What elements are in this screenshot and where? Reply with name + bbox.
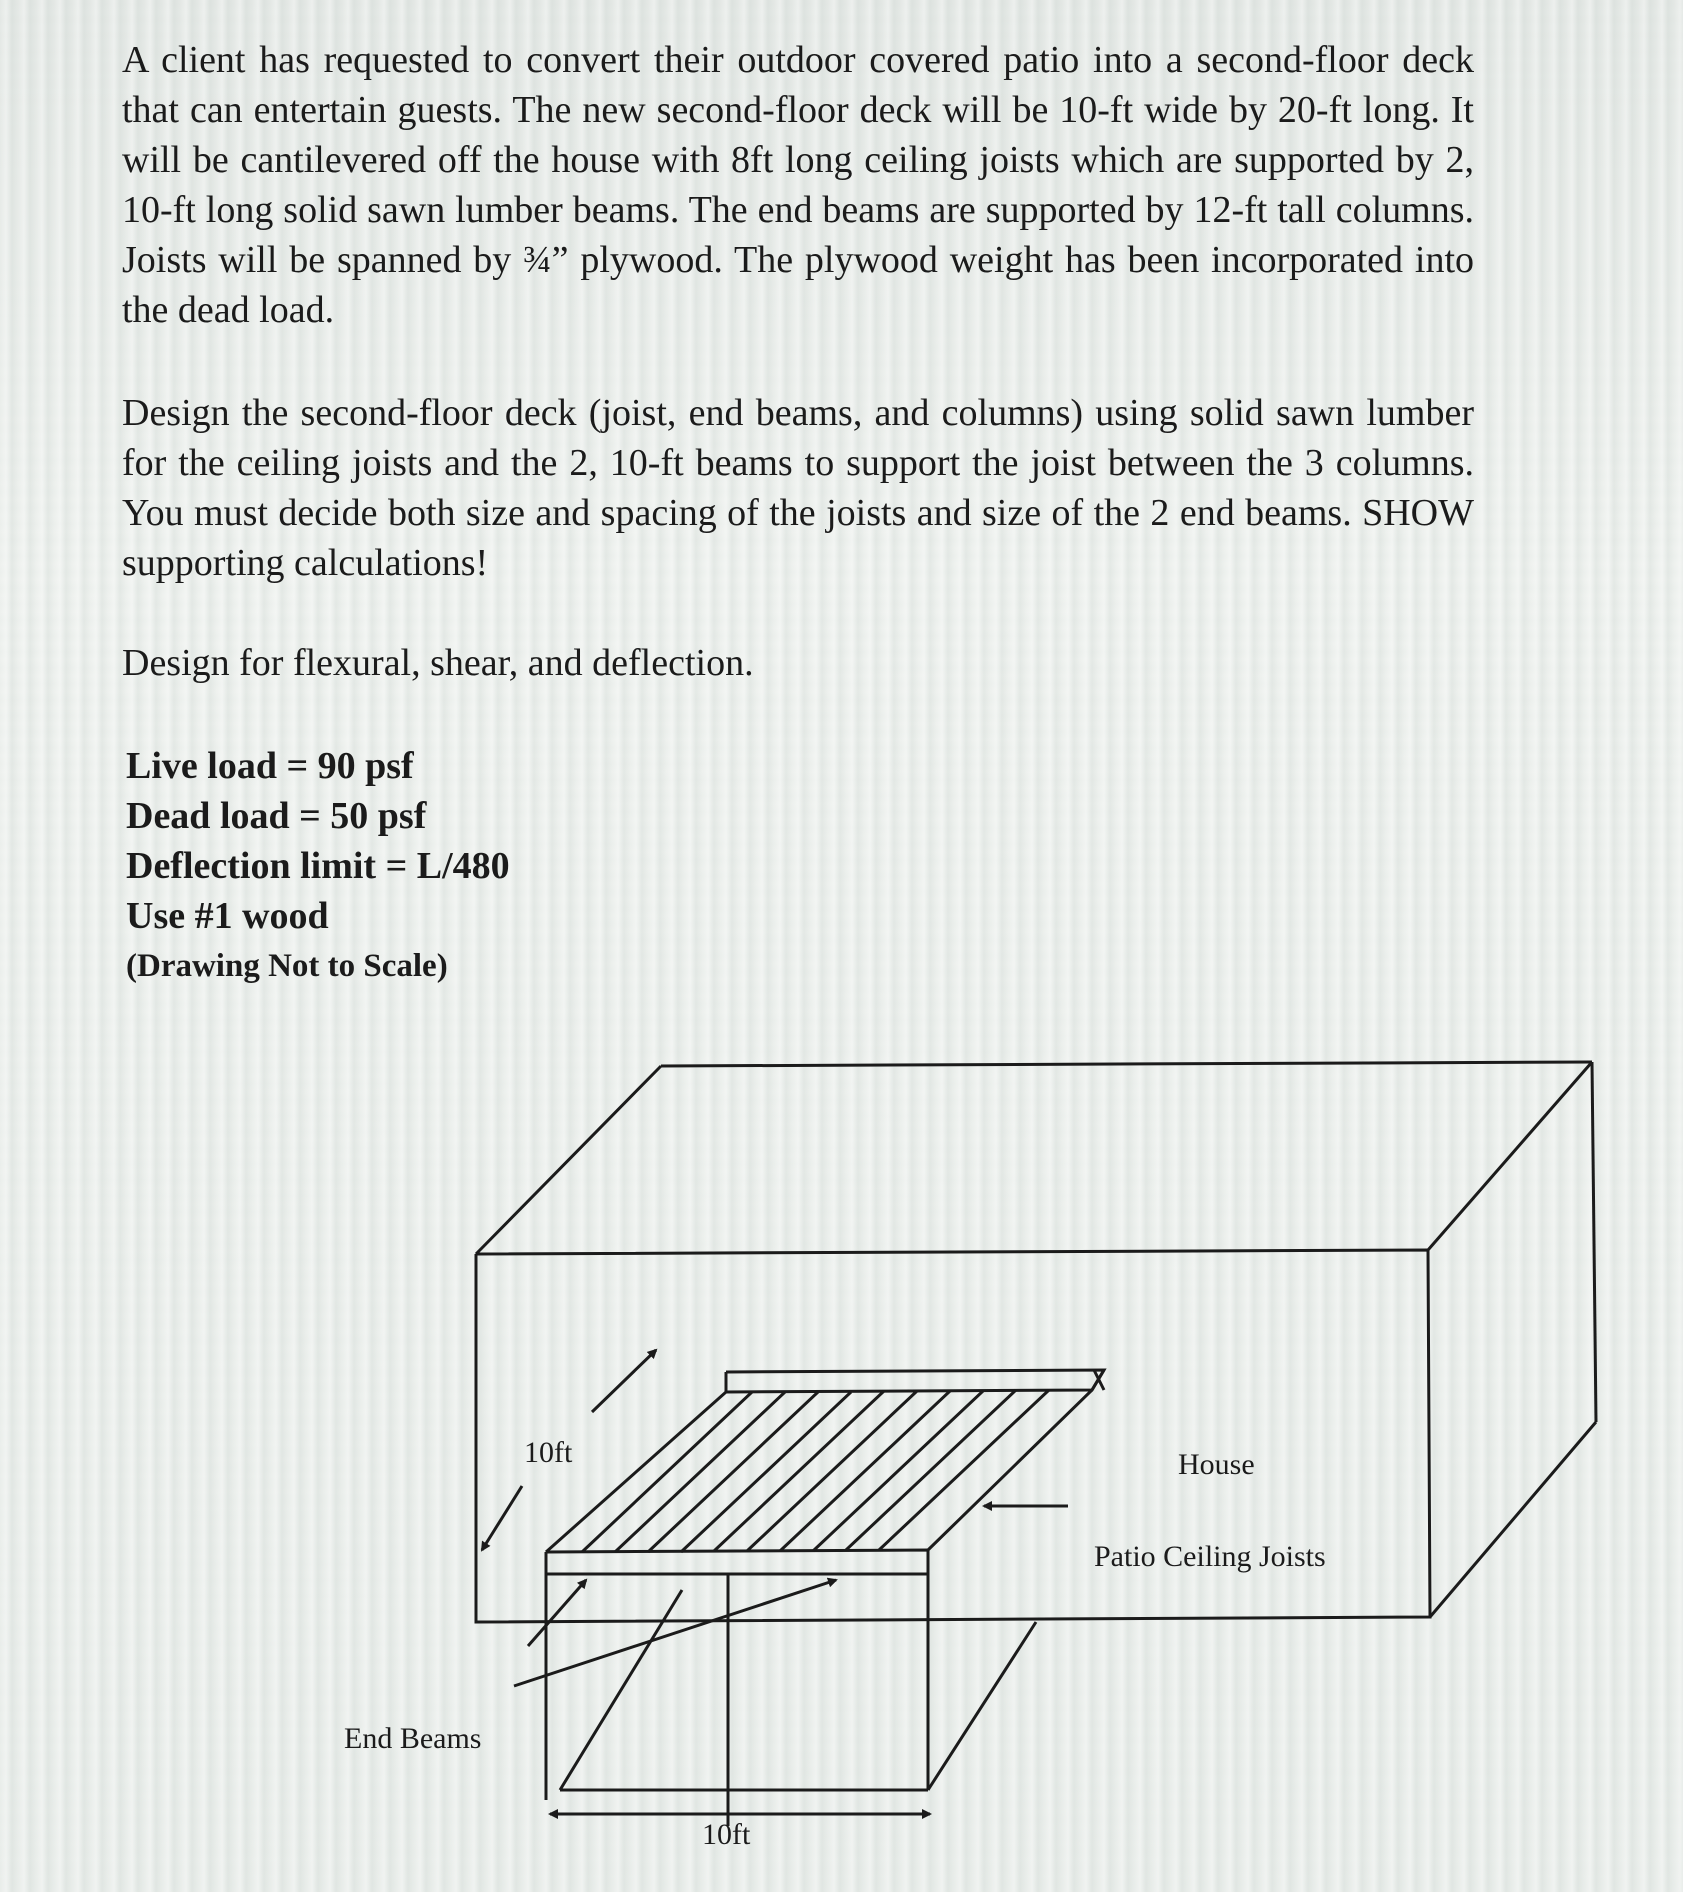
- problem-paragraph-design: Design the second-floor deck (joist, end beams, and columns) using solid sawn lumber for the ceiling joists and the 2, 10-ft beams to support the joist between the 3 columns. You must decide both size and spacing of the joists and size of the 2 end beams. SHOW supporting calculations!: [122, 392, 1474, 584]
- columns: [546, 1574, 1036, 1800]
- end-beams-label: End Beams: [344, 1722, 482, 1755]
- house-label: House: [1178, 1448, 1255, 1481]
- dim-length-label: 10ft: [702, 1818, 751, 1851]
- joist-header: [726, 1370, 1104, 1392]
- house-box: [476, 1062, 1596, 1622]
- spec-drawing-note: (Drawing Not to Scale): [126, 948, 448, 984]
- spec-dead-load: Dead load = 50 psf: [126, 795, 427, 837]
- problem-paragraph-criteria: Design for flexural, shear, and deflection.: [122, 642, 754, 684]
- spec-deflection-limit: Deflection limit = L/480: [126, 845, 510, 887]
- joists-label: Patio Ceiling Joists: [1094, 1540, 1326, 1573]
- problem-paragraph-intro: A client has requested to convert their outdoor covered patio into a second-floor deck that can entertain guests. The new second-floor deck will be 10-ft wide by 20-ft long. It will be cantilevered off the house with 8ft long ceiling joists which are supported by 2, 10-ft long solid sawn lumber beams. The end beams are supported by 12-ft tall columns. Joists will be spanned by ¾” plywood. The plywood weight has been incorporated into the dead load.: [122, 39, 1474, 331]
- dim-width-label: 10ft: [524, 1436, 573, 1469]
- leader-arrows: [514, 1506, 1068, 1686]
- spec-live-load: Live load = 90 psf: [126, 745, 414, 787]
- patio-ceiling-joists: [582, 1370, 1104, 1552]
- spec-wood-grade: Use #1 wood: [126, 895, 329, 937]
